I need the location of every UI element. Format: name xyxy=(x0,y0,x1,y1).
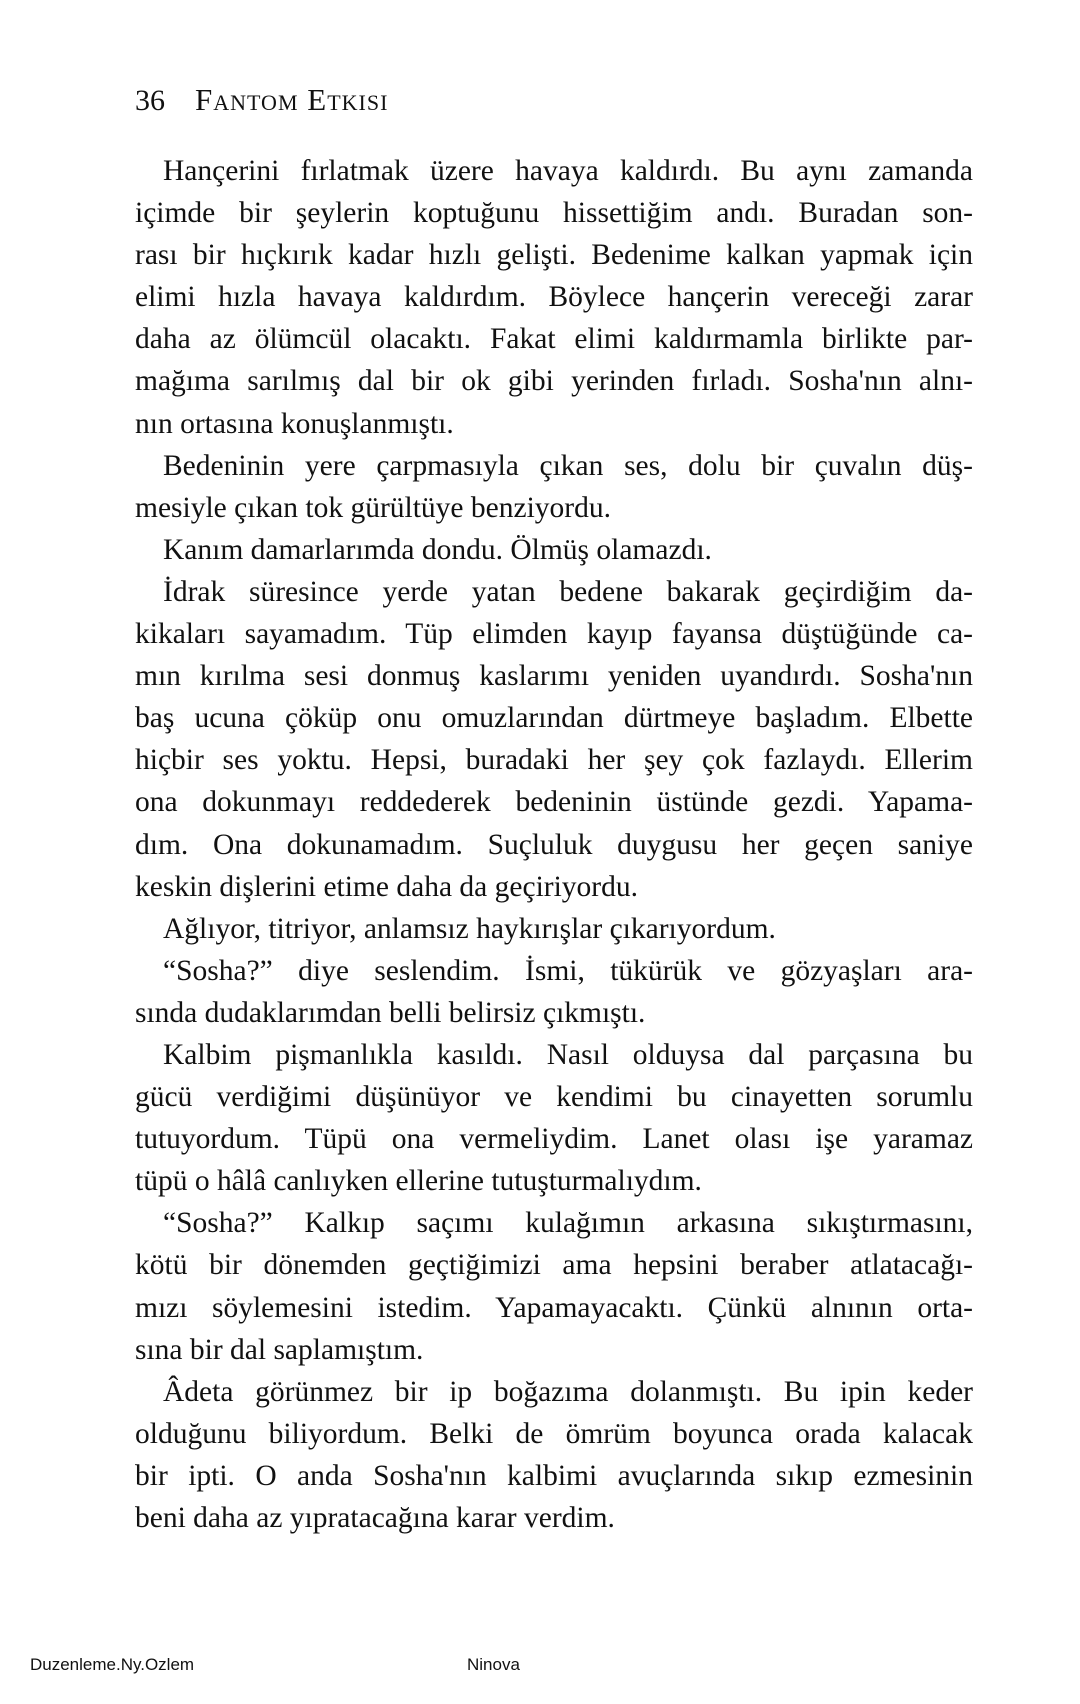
footer-editor-credit: Duzenleme.Ny.Ozlem xyxy=(30,1655,195,1674)
text-line: gücü verdiğimi düşünüyor ve kendimi bu cinayetten sorumlu xyxy=(135,1081,973,1114)
text-line: Kalbim pişmanlıkla kasıldı. Nasıl olduysa dal parçasına bu xyxy=(163,1038,973,1071)
text-line: beni daha az yıpratacağına karar verdim. xyxy=(135,1502,615,1534)
text-line: dım. Ona dokunamadım. Suçluluk duygusu her geçen saniye xyxy=(135,828,973,861)
text-line: sında dudaklarımdan belli belirsiz çıkmıştı. xyxy=(135,996,646,1029)
text-line: keskin dişlerini etime daha da geçiriyordu. xyxy=(135,870,638,903)
text-line: içimde bir şeylerin koptuğunu hissettiğim andı. Buradan son- xyxy=(135,197,973,230)
text-line: Ağlıyor, titriyor, anlamsız haykırışlar çıkarıyordum. xyxy=(163,912,776,945)
book-title: Fantom Etkisi xyxy=(195,82,389,117)
text-line: baş ucuna çöküp onu omuzlarından dürtmeye başladım. Elbette xyxy=(135,702,973,735)
body-text xyxy=(135,150,973,1539)
text-line: kötü bir dönemden geçtiğimizi ama hepsini beraber atlatacağı- xyxy=(135,1249,973,1282)
text-line: “Sosha?” diye seslendim. İsmi, tükürük ve gözyaşları ara- xyxy=(163,954,973,987)
text-line: hiçbir ses yoktu. Hepsi, buradaki her şey çok fazlaydı. Ellerim xyxy=(135,744,973,777)
text-line: bir ipti. O anda Sosha'nın kalbimi avuçlarında sıkıp ezmesinin xyxy=(135,1459,973,1492)
text-line: mın kırılma sesi donmuş kaslarımı yeniden uyandırdı. Sosha'nın xyxy=(135,660,973,693)
text-line: ona dokunmayı reddederek bedeninin üstünde gezdi. Yapama- xyxy=(135,786,973,819)
text-line: mağıma sarılmış dal bir ok gibi yerinden fırladı. Sosha'nın alnı- xyxy=(135,365,973,398)
page-number: 36 xyxy=(135,84,165,117)
text-line: rası bir hıçkırık kadar hızlı gelişti. Bedenime kalkan yapmak için xyxy=(135,239,973,272)
text-line: Kanım damarlarımda dondu. Ölmüş olamazdı. xyxy=(163,533,712,566)
text-line: tutuyordum. Tüpü ona vermeliydim. Lanet olası işe yaramaz xyxy=(135,1123,973,1156)
text-line: tüpü o hâlâ canlıyken ellerine tutuşturmalıydım. xyxy=(135,1165,702,1198)
text-line: Âdeta görünmez bir ip boğazıma dolanmıştı. Bu ipin keder xyxy=(163,1375,973,1408)
text-line: kikaları sayamadım. Tüp elimden kayıp fayansa düştüğünde ca- xyxy=(135,618,973,651)
text-line: elimi hızla havaya kaldırdım. Böylece hançerin vereceği zarar xyxy=(135,281,973,314)
text-line: İdrak süresince yerde yatan bedene bakarak geçirdiğim da- xyxy=(163,575,973,608)
running-head xyxy=(135,82,388,118)
text-line: Hançerini fırlatmak üzere havaya kaldırdı. Bu aynı zamanda xyxy=(163,155,973,187)
text-line: sına bir dal saplamıştım. xyxy=(135,1333,424,1366)
text-line: mızı söylemesini istedim. Yapamayacaktı. Çünkü alnının orta- xyxy=(135,1291,973,1324)
text-line: Bedeninin yere çarpmasıyla çıkan ses, dolu bir çuvalın düş- xyxy=(163,449,973,482)
text-line: olduğunu biliyordum. Belki de ömrüm boyunca orada kalacak xyxy=(135,1417,973,1450)
footer-publisher: Ninova xyxy=(467,1655,520,1674)
text-line: mesiyle çıkan tok gürültüye benziyordu. xyxy=(135,491,611,524)
text-line: daha az ölümcül olacaktı. Fakat elimi kaldırmamla birlikte par- xyxy=(135,323,973,356)
text-line: nın ortasına konuşlanmıştı. xyxy=(135,407,454,440)
text-line: “Sosha?” Kalkıp saçımı kulağımın arkasına sıkıştırmasını, xyxy=(163,1207,973,1240)
